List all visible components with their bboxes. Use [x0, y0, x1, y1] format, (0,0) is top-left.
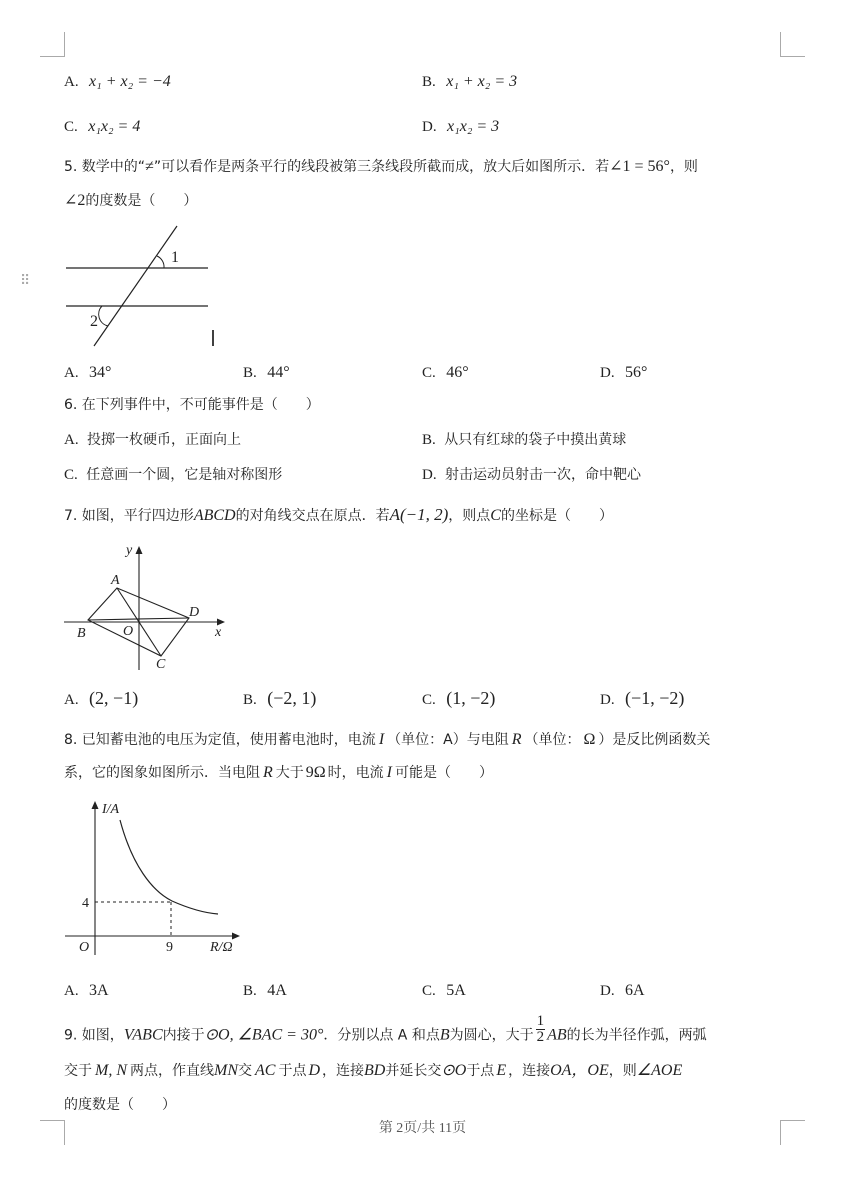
q8-option-d[interactable] [600, 981, 645, 1001]
option-letter: B. [243, 983, 257, 999]
fraction-half [536, 1014, 546, 1045]
option-letter: C. [422, 692, 436, 708]
q9-stem-line2 [64, 1061, 682, 1081]
segment-ac: AC [255, 1062, 276, 1079]
option-value: (1, −2) [446, 688, 496, 708]
q4-option-d[interactable] [422, 117, 499, 137]
option-value: 6A [625, 982, 645, 999]
q5-text: ，则 [669, 159, 698, 175]
option-value: 46° [446, 364, 469, 381]
q5-option-b[interactable] [243, 363, 290, 383]
y-axis-label: I/A [102, 802, 120, 817]
q7-option-b[interactable] [243, 688, 316, 710]
option-letter: B. [422, 74, 436, 90]
q9-text: ，连接 [508, 1063, 551, 1079]
triangle-name: VABC [123, 1026, 163, 1044]
q7-option-c[interactable] [422, 688, 495, 710]
label-y: y [126, 543, 133, 558]
option-letter: A. [64, 365, 79, 381]
circle-angle-expr: ⊙O, ∠BAC = 30° [204, 1026, 324, 1044]
angle-label-1: 1 [171, 249, 179, 266]
option-value: 3A [89, 982, 109, 999]
drag-handle-icon[interactable]: ⠿ [20, 273, 32, 289]
q6-stem: 6. 在下列事件中，不可能事件是（ ） [64, 397, 320, 413]
q7-figure [60, 538, 240, 673]
circle-o: ⊙O [441, 1062, 467, 1079]
q8-text: 8. 已知蓄电池的电压为定值，使用蓄电池时，电流 [64, 732, 376, 748]
option-value: 4A [267, 982, 287, 999]
point-b: B [439, 1026, 450, 1044]
y-axis-arrow [136, 546, 143, 554]
q6-option-c[interactable] [64, 465, 282, 485]
fraction-denominator: 2 [536, 1029, 545, 1045]
option-text: 从只有红球的袋子中摸出黄球 [444, 432, 627, 448]
page-footer: 第 2页/共 11页 [378, 1121, 467, 1136]
segment-bd: BD [364, 1062, 386, 1079]
q8-text: 大于 [275, 765, 304, 781]
q9-text: ，连接 [322, 1063, 365, 1079]
q5-text: ”可以看作是两条平行的线段被第三条线段所截而成，放大后如图所示．若 [153, 159, 610, 175]
neq-symbol: ≠ [145, 158, 154, 175]
angle-1-expr: ∠1 = 56° [609, 158, 670, 175]
q7-text: 7. 如图，平行四边形 [64, 508, 194, 524]
y-axis-arrow [92, 801, 99, 809]
option-letter: D. [600, 365, 615, 381]
q6-option-b[interactable] [422, 430, 626, 450]
x-axis-label: R/Ω [210, 940, 233, 955]
q9-text: ，则 [608, 1063, 637, 1079]
crop-mark-top-left [40, 32, 65, 57]
nine-ohm: 9Ω [305, 764, 326, 781]
q9-text: 交于 [64, 1063, 92, 1079]
q6-option-d[interactable] [422, 465, 641, 485]
q8-text: （单位：A）与电阻 [387, 732, 509, 748]
option-letter: C. [422, 365, 436, 381]
option-value: (−1, −2) [625, 688, 685, 708]
option-value: 56° [625, 364, 648, 381]
q9-text: 9. 如图， [64, 1027, 124, 1044]
option-letter: D. [600, 983, 615, 999]
q4-option-a[interactable] [64, 72, 171, 92]
q9-text: 交 [238, 1063, 252, 1079]
y-tick-label: 4 [82, 896, 89, 911]
crop-mark-top-right [780, 32, 805, 57]
inverse-curve [120, 820, 218, 914]
q8-stem-line1 [64, 730, 710, 750]
q7-stem [64, 505, 613, 526]
q8-stem-line2 [64, 763, 493, 783]
q5-stem-line1 [64, 157, 698, 177]
option-text: 投掷一枚硬币，正面向上 [87, 432, 242, 448]
q5-option-d[interactable] [600, 363, 647, 383]
q8-option-b[interactable] [243, 981, 287, 1001]
option-letter: A. [64, 983, 79, 999]
option-letter: B. [243, 692, 257, 708]
label-b: B [77, 626, 86, 641]
option-value: 44° [267, 364, 290, 381]
line-mn: MN [214, 1062, 238, 1079]
x-tick-label: 9 [166, 940, 173, 955]
option-value: (−2, 1) [267, 688, 317, 708]
q9-stem-line1 [64, 1013, 707, 1051]
label-d: D [189, 605, 200, 620]
option-letter: C. [64, 467, 78, 483]
q9-text: 并延长交 [385, 1063, 442, 1079]
current-symbol: I [386, 764, 392, 781]
option-letter: A. [64, 74, 79, 90]
q9-text: 两点，作直线 [130, 1063, 214, 1079]
option-text: 射击运动员射击一次，命中靶心 [445, 467, 642, 483]
angle-aoe: ∠AOE [636, 1062, 683, 1079]
origin-label: O [79, 940, 90, 955]
label-a: A [111, 573, 120, 588]
q7-text: ，则点 [448, 508, 491, 524]
option-expr: x₁x₂ = 3 [447, 118, 500, 135]
q7-option-a[interactable] [64, 688, 138, 710]
q6-option-a[interactable] [64, 430, 241, 450]
q5-option-a[interactable] [64, 363, 111, 383]
q8-text: 系，它的图象如图所示．当电阻 [64, 765, 260, 781]
point-c-name: C [490, 507, 501, 524]
q8-text: （单位： [524, 732, 581, 748]
option-expr: x₁ + x₂ = 3 [446, 73, 518, 90]
option-letter: B. [243, 365, 257, 381]
option-letter: D. [422, 467, 437, 483]
q8-text: 时，电流 [327, 765, 384, 781]
option-text: 任意画一个圆，它是轴对称图形 [86, 467, 283, 483]
q9-text: ．分别以点 A 和点 [323, 1027, 440, 1044]
option-expr: x₁x₂ = 4 [88, 118, 141, 135]
parallelogram-name: ABCD [193, 507, 236, 524]
transversal-line [94, 226, 177, 346]
angle-2-arc [99, 306, 108, 326]
q9-text: 于点 [278, 1063, 307, 1079]
point-a-expr: A(−1, 2) [389, 505, 449, 524]
resistance-symbol: R [263, 764, 273, 781]
q9-text: 为圆心，大于 [449, 1027, 534, 1044]
option-letter: C. [422, 983, 436, 999]
q5-option-c[interactable] [422, 363, 469, 383]
q4-option-c[interactable] [64, 117, 140, 137]
segments-oa-oe: OA，OE [550, 1062, 609, 1079]
angle-1-arc [157, 256, 164, 268]
ohm-symbol: Ω [583, 731, 596, 748]
q7-text: 的对角线交点在原点．若 [235, 508, 390, 524]
q9-stem-line3: 的度数是（ ） [64, 1097, 176, 1113]
current-symbol: I [378, 731, 385, 748]
q9-text: 内接于 [162, 1027, 205, 1044]
q8-text: 可能是（ ） [395, 765, 493, 781]
segment-ab: AB [547, 1026, 567, 1044]
option-value: 5A [446, 982, 466, 999]
label-o: O [123, 624, 134, 639]
points-mn: M, N [95, 1062, 127, 1079]
q8-figure [60, 795, 250, 960]
option-letter: A. [64, 432, 79, 448]
option-letter: D. [600, 692, 615, 708]
label-c: C [156, 657, 166, 672]
point-e: E [496, 1062, 507, 1079]
option-letter: D. [422, 119, 437, 135]
resistance-symbol: R [511, 731, 522, 748]
x-axis-arrow [232, 933, 240, 940]
angle-label-2: 2 [90, 313, 98, 330]
option-letter: C. [64, 119, 78, 135]
q8-option-a[interactable] [64, 981, 109, 1001]
q8-option-c[interactable] [422, 981, 466, 1001]
q5-stem-line2 [64, 191, 197, 211]
q4-option-b[interactable] [422, 72, 517, 92]
option-value: 34° [89, 364, 112, 381]
q7-text: 的坐标是（ ） [500, 508, 613, 524]
option-letter: A. [64, 692, 79, 708]
label-x: x [215, 625, 222, 640]
option-expr: x₁ + x₂ = −4 [89, 73, 171, 90]
q5-figure [60, 222, 230, 352]
q5-text: 的度数是（ ） [85, 193, 198, 209]
q7-option-d[interactable] [600, 688, 684, 710]
q5-text: 5. 数学中的“ [64, 159, 146, 175]
option-letter: B. [422, 432, 436, 448]
angle-2-expr: ∠2 [64, 192, 86, 209]
point-d: D [308, 1062, 321, 1079]
q9-text: 于点 [466, 1063, 495, 1079]
q9-text: 的长为半径作弧，两弧 [566, 1027, 707, 1044]
q8-text: ）是反比例函数关 [598, 732, 711, 748]
option-value: (2, −1) [89, 688, 139, 708]
fraction-numerator: 1 [536, 1013, 545, 1029]
